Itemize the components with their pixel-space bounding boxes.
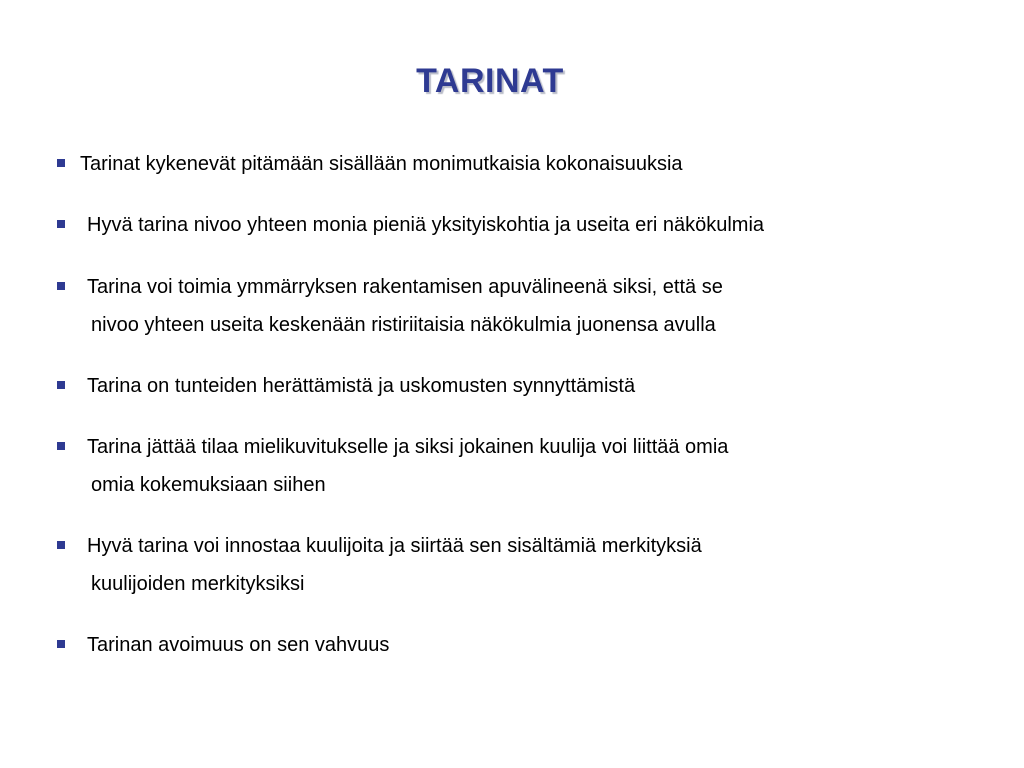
bullet-text-line: Tarina jättää tilaa mielikuvitukselle ja siksi jokainen kuulija voi liittää omia: [87, 436, 729, 458]
square-bullet-icon: [57, 159, 65, 167]
square-bullet-icon: [57, 282, 65, 290]
bullet-text-line: Hyvä tarina voi innostaa kuulijoita ja siirtää sen sisältämiä merkityksiä: [87, 535, 702, 557]
bullet-text-line: omia kokemuksiaan siihen: [91, 474, 326, 496]
square-bullet-icon: [57, 381, 65, 389]
square-bullet-icon: [57, 640, 65, 648]
bullet-text-line: Tarinan avoimuus on sen vahvuus: [87, 634, 390, 656]
bullet-text-line: Tarinat kykenevät pitämään sisällään monimutkaisia kokonaisuuksia: [80, 153, 683, 175]
bullet-text-line: Tarina voi toimia ymmärryksen rakentamisen apuvälineenä siksi, että se: [87, 276, 723, 298]
bullet-text-line: nivoo yhteen useita keskenään ristiriitaisia näkökulmia juonensa avulla: [91, 314, 716, 336]
square-bullet-icon: [57, 541, 65, 549]
bullet-text-line: Tarina on tunteiden herättämistä ja uskomusten synnyttämistä: [87, 375, 636, 397]
square-bullet-icon: [57, 442, 65, 450]
slide-title: TARINAT: [416, 62, 564, 100]
square-bullet-icon: [57, 220, 65, 228]
bullet-text-line: Hyvä tarina nivoo yhteen monia pieniä yksityiskohtia ja useita eri näkökulmia: [87, 214, 765, 236]
bullet-text-line: kuulijoiden merkityksiksi: [91, 573, 305, 595]
